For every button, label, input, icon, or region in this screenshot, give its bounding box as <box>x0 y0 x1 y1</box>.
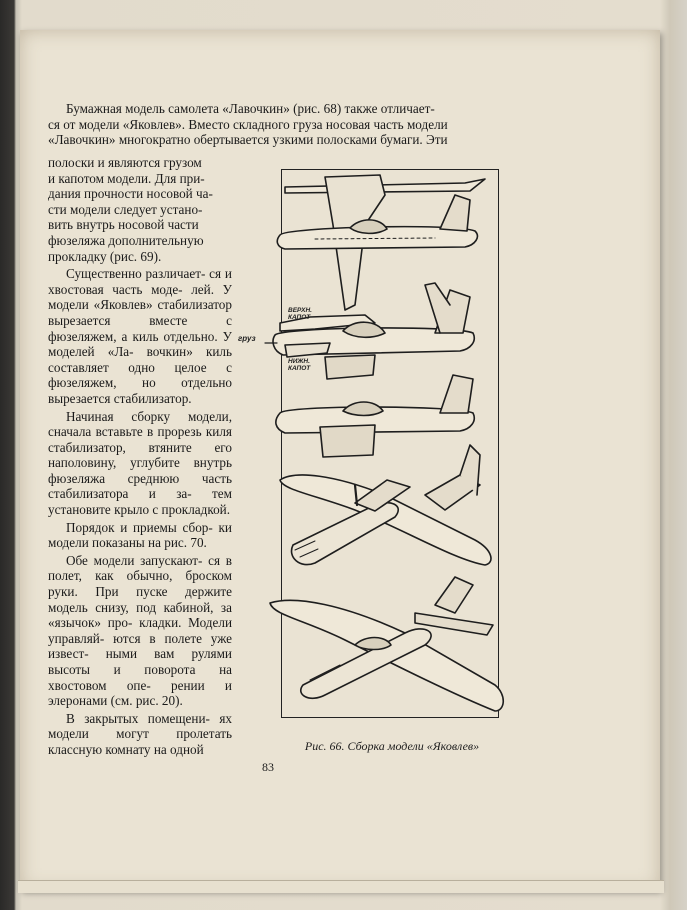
stage-3-model <box>276 375 474 457</box>
text-line: «Лавочкин» многократно обертывается узкими полосками бумаги. Эти <box>48 132 448 148</box>
text-line: дания прочности носовой ча- <box>48 186 213 202</box>
text-line: вить внутрь носовой части <box>48 217 199 233</box>
page-edge <box>18 880 664 893</box>
text-line: прокладку (рис. 69). <box>48 248 162 264</box>
label-top-hood <box>288 307 312 321</box>
label-weight: груз <box>238 334 256 343</box>
text-line: сти модели следует устано- <box>48 201 203 217</box>
stage-1-model <box>277 175 485 310</box>
figure-caption: Рис. 66. Сборка модели «Яковлев» <box>304 739 480 753</box>
paragraph-assembly: Начиная сборку модели, сначала вставьте в прорезь киля стабилизатор, втяните его наполовину, углубите внутрь фюзеляжа среднюю часть стабилизатора и за- тем установите крыло с прокладкой. <box>48 408 232 518</box>
text-line: Бумажная модель самолета «Лавочкин» (рис. 68) также отличает- <box>66 101 435 116</box>
text-line: и капотом модели. Для при- <box>48 170 205 186</box>
label-bottom-hood-line-1: НИЖН. <box>288 358 310 365</box>
label-bottom-hood-line-2: КАПОТ <box>288 365 311 372</box>
paragraph-order: Порядок и приемы сбор- ки модели показаны на рис. 70. <box>48 519 232 551</box>
text-line: ся от модели «Яковлев». Вместо складного груза носовая часть модели <box>48 116 448 132</box>
page-number: 83 <box>262 760 274 774</box>
paragraph-tail-section: Существенно различает- ся и хвостовая часть моде- лей. У модели «Яковлев» стабилизатор вырезается вместе с фюзеляжем, а киль отдельно. У моделей «Ла- вочкин» киль составляет одно целое с фюзеляжем, но отдельно вырезается стабилизатор. <box>48 266 232 406</box>
text-line: полоски и являются грузом <box>48 155 202 170</box>
text-column <box>48 155 232 758</box>
paragraph-indoor: В закрытых помещени- ях модели могут пролетать классную комнату на одной <box>48 710 232 757</box>
paragraph-launch: Обе модели запускают- ся в полет, как обычно, броском руки. При пуске держите модель снизу, под кабиной, за «язычок» про- кладки. Модели управляй- ются в полете уже извест- ными вам рулями высоты и поворота на хвостовом опе- рении и элеронами (см. рис. 20). <box>48 552 232 709</box>
assembly-illustration <box>255 165 515 725</box>
label-top-hood-line-1: ВЕРХН. <box>288 307 312 314</box>
label-bottom-hood <box>288 358 310 372</box>
label-top-hood-line-2: КАПОТ <box>288 314 311 321</box>
stage-4-model <box>280 445 491 565</box>
intro-paragraph <box>48 101 524 148</box>
stage-5-model <box>270 577 503 711</box>
text-line: фюзеляжа дополнительную <box>48 232 204 248</box>
